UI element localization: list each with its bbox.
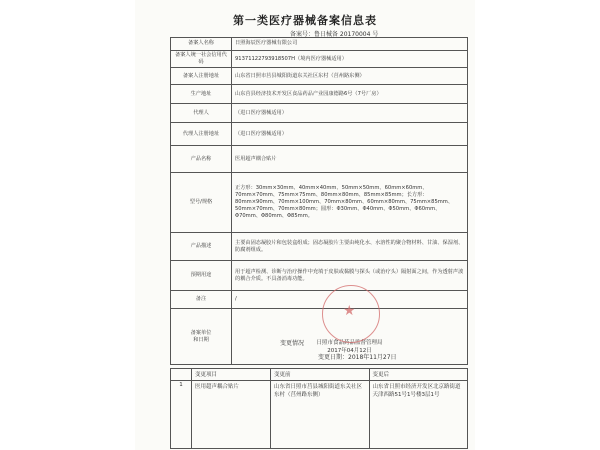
row-credit-code bbox=[171, 51, 468, 68]
change-section-title: 变更情况 bbox=[280, 340, 305, 347]
change-header-before: 变更前 bbox=[271, 369, 370, 381]
label-remarks: 备注 bbox=[171, 291, 232, 309]
value-credit-code: 91371122793918507H（境内医疗器械适用） bbox=[232, 51, 468, 68]
star-icon: ★ bbox=[343, 303, 356, 319]
label-product-name: 产品名称 bbox=[171, 146, 232, 173]
row-production-address bbox=[171, 85, 468, 104]
label-production-address: 生产地址 bbox=[171, 85, 232, 104]
row-agent-address bbox=[171, 123, 468, 146]
change-header-after: 变更后 bbox=[369, 369, 468, 381]
value-reg-address: 山东省日照市莒县城阳街道东关社区东村（莒州路东侧） bbox=[232, 68, 468, 85]
change-before: 山东省日照市莒县城阳街道东关社区东村（莒州路东侧） bbox=[271, 381, 370, 449]
label-model-spec: 型号/规格 bbox=[171, 173, 232, 233]
label-registration bbox=[171, 309, 232, 365]
label-description: 产品描述 bbox=[171, 233, 232, 261]
change-no: 1 bbox=[171, 381, 192, 449]
document-title: 第一类医疗器械备案信息表 bbox=[233, 14, 377, 27]
registration-date: 2017年04月12日 bbox=[327, 347, 372, 354]
label-registration-line1: 备案单位 bbox=[190, 329, 212, 336]
change-header-row bbox=[171, 369, 468, 381]
value-agent: （进口医疗器械适用） bbox=[232, 104, 468, 123]
change-after: 山东省日照市经济开发区北京路街道天津西路51号1号楼3层1号 bbox=[369, 381, 468, 449]
value-model-spec: 正方形：30mm×30mm、40mm×40mm、50mm×50mm、60mm×60mm、70mm×70mm、75mm×75mm、80mm×80mm、85mm×85mm；长方形：80mm×90mm、70mm×100mm、70mm×80mm、60mm×80mm、75mm×85mm、50mm×70mm、70mm×80mm；圆形：Φ30mm、Φ40mm、Φ50mm、Φ60mm、Φ70mm、Φ80mm、Φ85mm。 bbox=[232, 173, 468, 233]
label-agent-address: 代理人注册地址 bbox=[171, 123, 232, 146]
value-product-name: 医用超声耦合贴片 bbox=[232, 146, 468, 173]
row-agent bbox=[171, 104, 468, 123]
value-intended-use: 用于超声检测、诊断与治疗操作中充填于皮肤或黏膜与探头（或治疗头）隔射面之间，作为透射声波的耦合介质。不具备消毒功能。 bbox=[232, 261, 468, 291]
value-description: 主要由固态凝胶片和包装盒组成；固态凝胶片主要由纯化水、水溶性的聚合物材料、甘油、保湿剂、防腐剂组成。 bbox=[232, 233, 468, 261]
label-intended-use: 预期用途 bbox=[171, 261, 232, 291]
change-date: 变更日期：2018年11月27日 bbox=[318, 354, 397, 361]
label-applicant: 备案人名称 bbox=[171, 38, 232, 51]
change-header-item: 变更项目 bbox=[192, 369, 271, 381]
row-intended-use bbox=[171, 261, 468, 291]
row-model-spec bbox=[171, 173, 468, 233]
value-remarks: / bbox=[232, 291, 468, 309]
info-table bbox=[170, 37, 468, 365]
row-reg-address bbox=[171, 68, 468, 85]
change-header-no bbox=[171, 369, 192, 381]
label-credit-code: 备案人统一社会信用代码 bbox=[171, 51, 232, 68]
registration-unit: 日照市食品药品监督管理局 bbox=[316, 340, 383, 347]
label-registration-line2: 和日期 bbox=[193, 336, 209, 343]
row-remarks bbox=[171, 291, 468, 309]
label-agent: 代理人 bbox=[171, 104, 232, 123]
label-reg-address: 备案人注册地址 bbox=[171, 68, 232, 85]
row-product-name bbox=[171, 146, 468, 173]
change-table bbox=[170, 368, 468, 449]
row-description bbox=[171, 233, 468, 261]
record-number: 备案号：鲁日械备 20170004 号 bbox=[290, 31, 379, 38]
change-item: 医用超声耦合贴片 bbox=[192, 381, 271, 449]
change-row bbox=[171, 381, 468, 449]
value-production-address: 山东莒县经济技术开发区食品药品产业园康德路6号（7号厂房） bbox=[232, 85, 468, 104]
row-applicant bbox=[171, 38, 468, 51]
value-applicant: 日照海辰医疗器械有限公司 bbox=[232, 38, 468, 51]
value-agent-address: （进口医疗器械适用） bbox=[232, 123, 468, 146]
official-seal bbox=[322, 285, 380, 343]
